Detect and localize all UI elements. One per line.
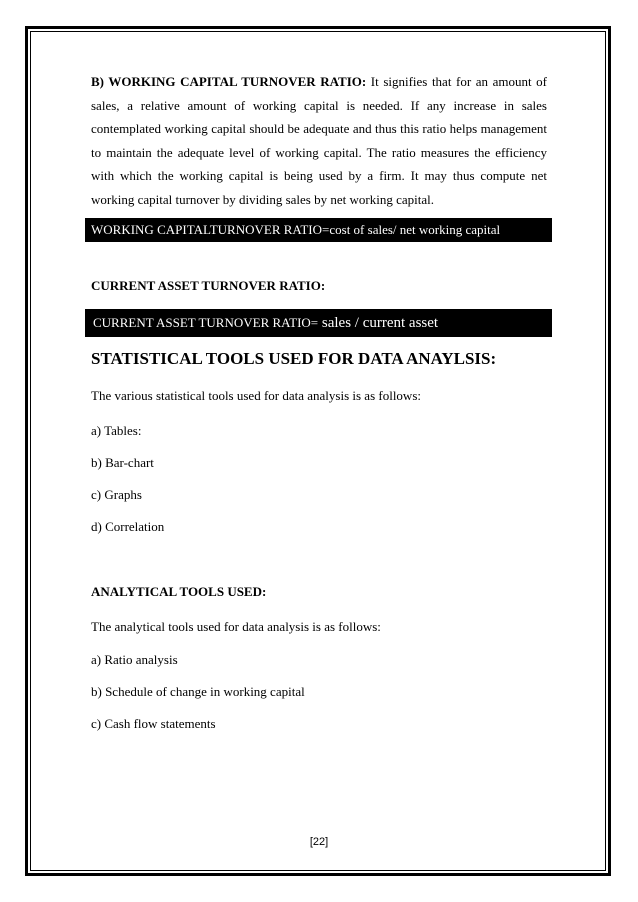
catr-formula-prefix: CURRENT ASSET TURNOVER RATIO= [93,315,319,330]
statistical-item-bar-chart: b) Bar-chart [91,455,154,470]
analytical-intro: The analytical tools used for data analysis is as follows: [91,619,381,634]
analytical-heading: ANALYTICAL TOOLS USED: [91,584,267,599]
statistical-heading: STATISTICAL TOOLS USED FOR DATA ANAYLSIS: [91,349,497,368]
wctr-body: It signifies that for an amount of sales, a relative amount of working capital is needed. If any increase in sales contemplated working capital should be adequate and thus this ratio helps management to maintain the adequate level of working capital. The ratio measures the efficiency with which the working capital is being used by a firm. It may thus compute net working capital turnover by dividing sales by net working capital. [91,74,547,207]
page-number: [22] [309,836,329,848]
wctr-paragraph-container [91,70,547,211]
analytical-item-ratio-analysis: a) Ratio analysis [91,652,178,667]
statistical-item-graphs: c) Graphs [91,487,142,502]
wctr-formula-bar: WORKING CAPITALTURNOVER RATIO=cost of sales/ net working capital [85,218,552,242]
catr-formula-bar [85,309,552,337]
statistical-item-correlation: d) Correlation [91,519,165,534]
analytical-item-schedule: b) Schedule of change in working capital [91,684,305,699]
catr-formula-suffix: sales / current asset [318,315,439,331]
wctr-paragraph [91,70,547,211]
statistical-intro: The various statistical tools used for data analysis is as follows: [91,388,421,403]
catr-heading: CURRENT ASSET TURNOVER RATIO: [91,278,326,293]
analytical-item-cash-flow: c) Cash flow statements [91,716,216,731]
statistical-item-tables: a) Tables: [91,423,142,438]
wctr-lead: B) WORKING CAPITAL TURNOVER RATIO: [91,74,367,89]
